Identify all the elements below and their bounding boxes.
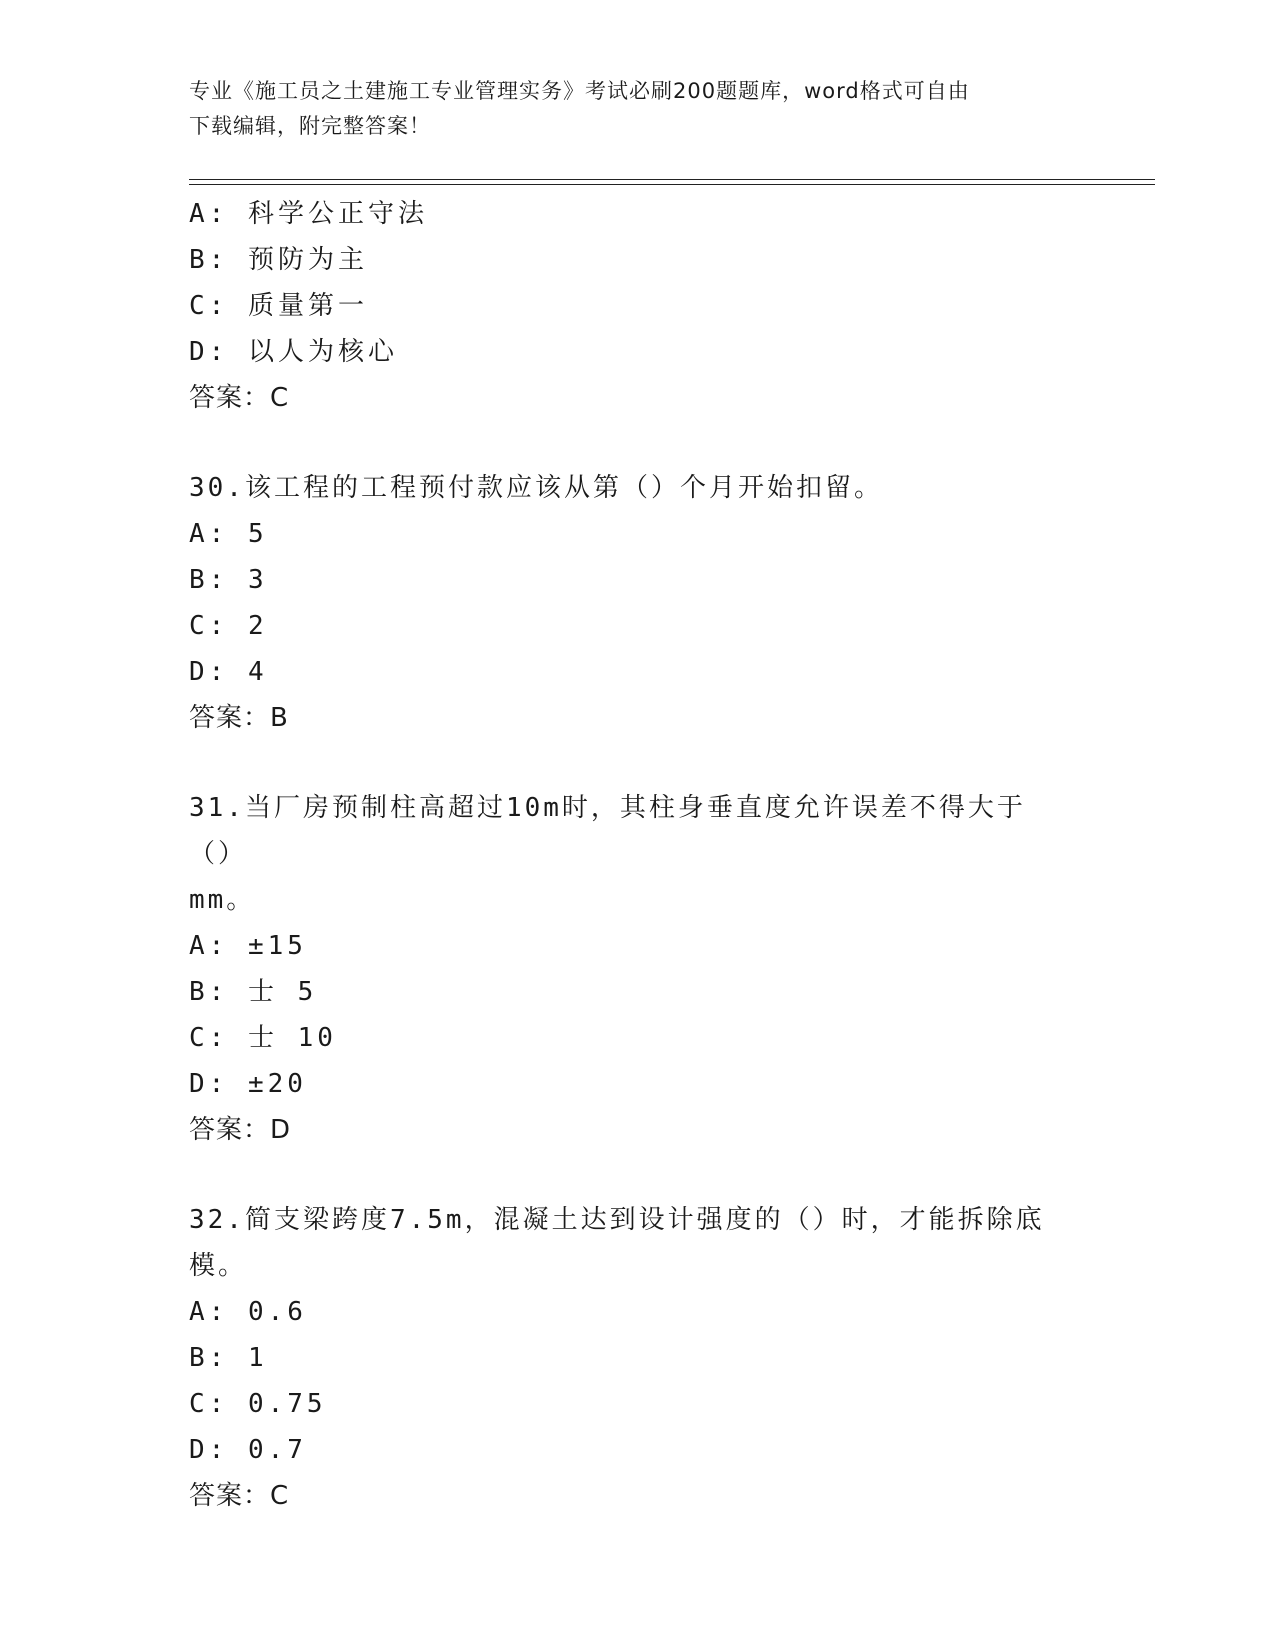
option-c: C: 2: [189, 611, 268, 641]
option-d: D: 以人为核心: [189, 337, 398, 367]
spacer: [189, 1153, 1089, 1197]
header-divider-bottom: [189, 184, 1155, 185]
question-text-line-2: mm。: [189, 885, 256, 915]
question-block-30: [189, 465, 1089, 741]
question-list: [189, 191, 1089, 1519]
spacer: [189, 421, 1089, 465]
option-d: D: 0.7: [189, 1435, 307, 1465]
question-block-29: [189, 191, 1089, 421]
answer-label: 答案：C: [189, 1481, 290, 1511]
option-c: C: 士 10: [189, 1023, 337, 1053]
option-b: B: 士 5: [189, 977, 318, 1007]
header-line-1: 专业《施工员之土建施工专业管理实务》考试必刷200题题库，word格式可自由: [189, 79, 970, 103]
option-a: A: 0.6: [189, 1297, 307, 1327]
header-line-2: 下载编辑，附完整答案！: [189, 114, 431, 138]
question-block-31: [189, 785, 1089, 1153]
option-b: B: 1: [189, 1343, 268, 1373]
question-text: 32.简支梁跨度7.5m，混凝土达到设计强度的（）时，才能拆除底模。: [189, 1205, 1045, 1281]
option-a: A: 科学公正守法: [189, 199, 428, 229]
question-text-line-1: 31.当厂房预制柱高超过10m时，其柱身垂直度允许误差不得大于（）: [189, 793, 1026, 869]
question-block-32: [189, 1197, 1089, 1519]
option-a: A: ±15: [189, 931, 307, 961]
option-b: B: 预防为主: [189, 245, 368, 275]
header-divider-top: [189, 179, 1155, 180]
spacer: [189, 741, 1089, 785]
option-d: D: 4: [189, 657, 268, 687]
answer-label: 答案：B: [189, 703, 289, 733]
option-c: C: 0.75: [189, 1389, 327, 1419]
option-b: B: 3: [189, 565, 268, 595]
option-c: C: 质量第一: [189, 291, 368, 321]
answer-label: 答案：D: [189, 1115, 292, 1145]
option-d: D: ±20: [189, 1069, 307, 1099]
question-text: [189, 785, 1069, 923]
answer-label: 答案：C: [189, 383, 290, 413]
question-text: 30.该工程的工程预付款应该从第（）个月开始扣留。: [189, 473, 883, 503]
document-header: [189, 74, 1089, 144]
option-a: A: 5: [189, 519, 268, 549]
